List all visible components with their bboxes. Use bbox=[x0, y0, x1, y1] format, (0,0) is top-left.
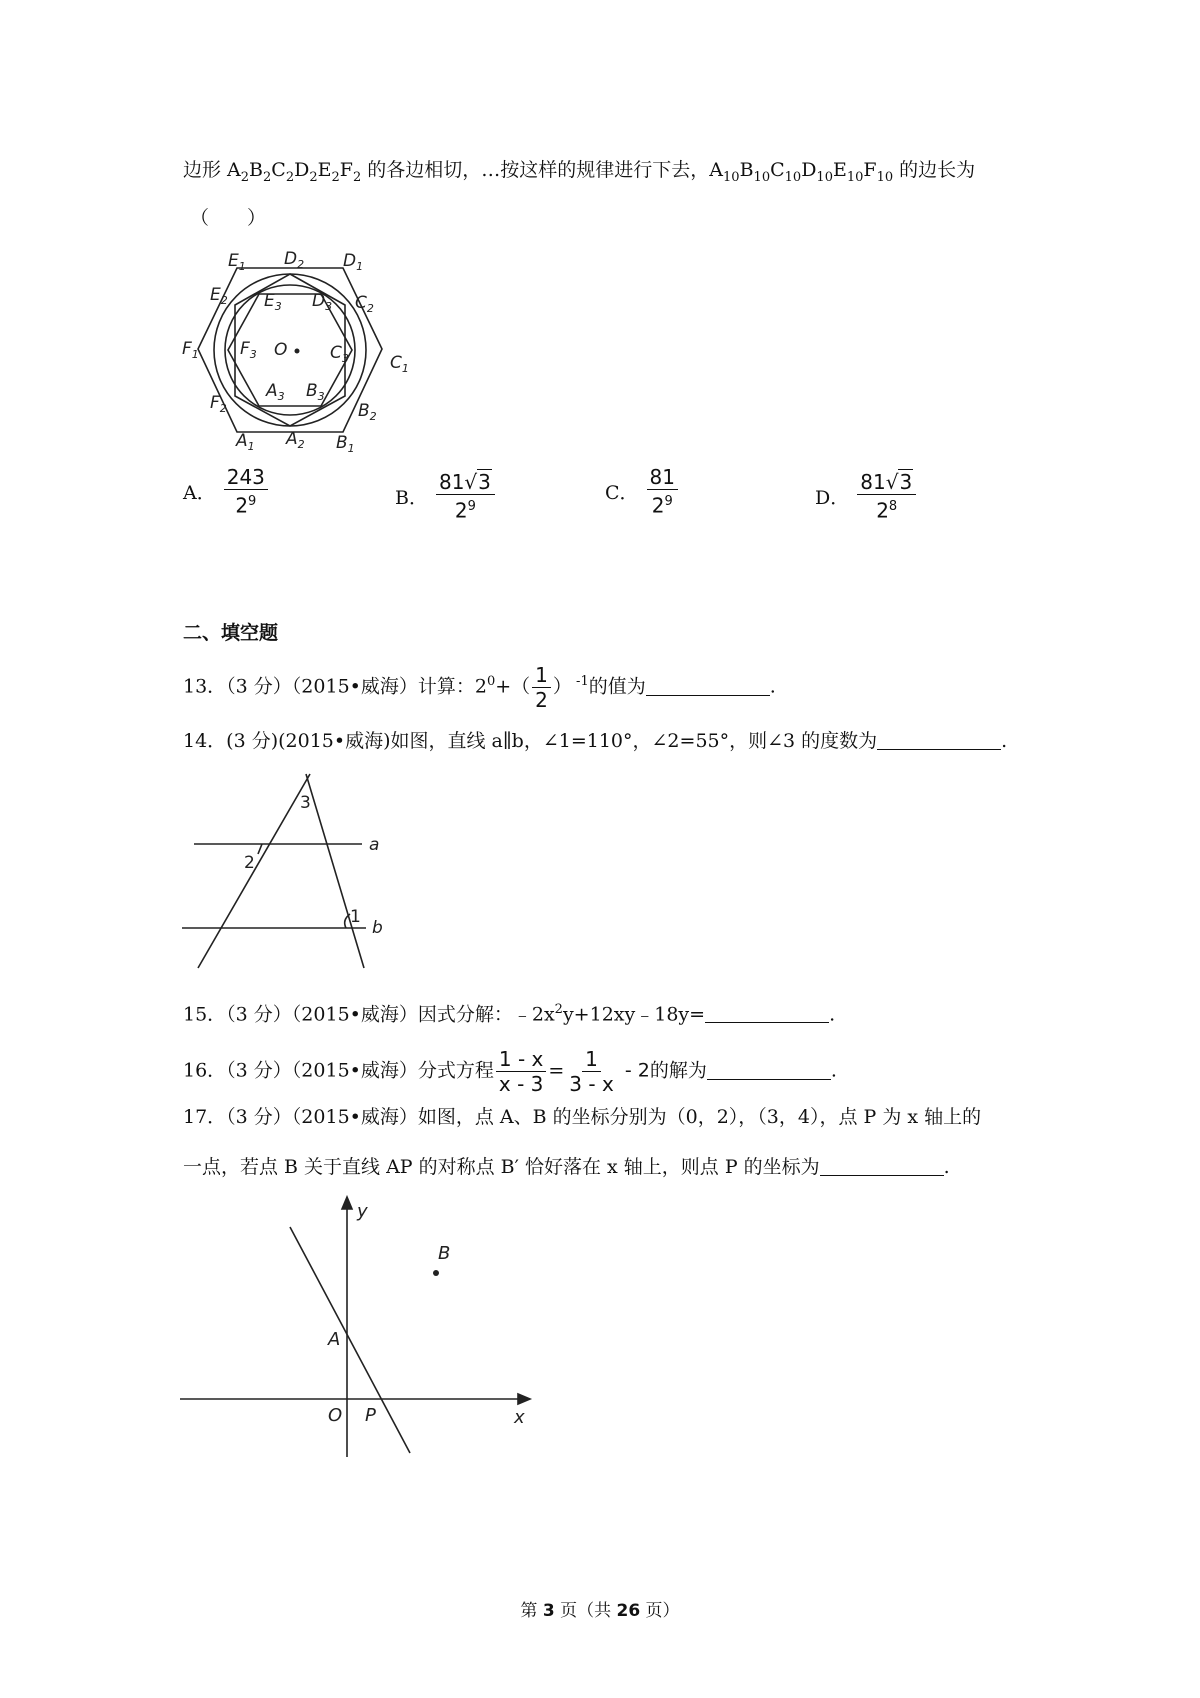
page-total: 26 bbox=[616, 1601, 641, 1621]
label-D3: $D_3$ bbox=[312, 291, 333, 313]
label-C1: $C_1$ bbox=[390, 353, 409, 375]
label-A3: $A_3$ bbox=[266, 381, 285, 403]
q16-fraction-right: $\frac{1}{3 - x}$ bbox=[569, 1047, 614, 1096]
option-d[interactable] bbox=[815, 470, 918, 523]
point-P-label: P bbox=[365, 1405, 376, 1426]
label-F1: $F_1$ bbox=[182, 339, 199, 361]
x-axis-arrow bbox=[518, 1394, 530, 1404]
option-a[interactable] bbox=[183, 465, 270, 518]
circle-1 bbox=[214, 274, 366, 426]
option-b-fraction: $\frac{81√3}{2^9}$ bbox=[436, 470, 495, 523]
label-B1: $B_1$ bbox=[336, 433, 355, 455]
option-c-letter: C． bbox=[605, 481, 639, 504]
center-point-O bbox=[295, 349, 300, 354]
y-axis-label: y bbox=[357, 1201, 368, 1222]
q16: 16．（3 分）（2015•威海）分式方程 $\frac{1 - x}{x - 3}$ = $\frac{1}{3 - x}$ - 2的解为 . bbox=[183, 1047, 837, 1096]
page-number: 3 bbox=[542, 1601, 555, 1621]
q13-answer-blank[interactable] bbox=[646, 675, 770, 696]
q12-text-line1: 边形 $A_2B_2C_2D_2E_2F_2$ 的各边相切，…按这样的规律进行下去，$A_{10}B_{10}C_{10}D_{10}E_{10}F_{10}$ 的边长为 bbox=[183, 159, 976, 185]
angle-3-label: 3 bbox=[300, 793, 311, 813]
line-a-label: a bbox=[369, 835, 380, 855]
transversal-right bbox=[306, 774, 364, 968]
q17-line2: 一点，若点 B 关于直线 AP 的对称点 B′ 恰好落在 x 轴上，则点 P 的坐标为 . bbox=[183, 1156, 950, 1178]
option-d-fraction: $\frac{81√3}{2^8}$ bbox=[857, 470, 916, 523]
x-axis-label: x bbox=[514, 1407, 525, 1428]
label-C2: $C_2$ bbox=[355, 293, 374, 315]
q16-answer-blank[interactable] bbox=[707, 1059, 831, 1080]
label-E2: $E_2$ bbox=[210, 285, 228, 307]
label-O: O bbox=[274, 340, 288, 360]
option-c[interactable] bbox=[605, 465, 680, 518]
page-footer: 第 3 页（共 26 页） bbox=[520, 1601, 680, 1621]
angle-2-label: 2 bbox=[244, 853, 255, 873]
point-A-label: A bbox=[328, 1329, 341, 1350]
q16-fraction-left: $\frac{1 - x}{x - 3}$ bbox=[496, 1047, 547, 1096]
angle-2-arc bbox=[258, 844, 262, 854]
line-AP bbox=[290, 1227, 410, 1453]
label-B3: $B_3$ bbox=[306, 381, 325, 403]
q15: 15．（3 分）（2015•威海）因式分解：$﹣2x^2y+12xy﹣18y=$ . bbox=[183, 1002, 836, 1026]
label-D1: $D_1$ bbox=[343, 251, 364, 273]
option-b[interactable] bbox=[395, 470, 497, 523]
label-A1: $A_1$ bbox=[236, 431, 255, 453]
option-a-fraction: $\frac{243}{2^9}$ bbox=[224, 465, 268, 518]
label-C3: $C_3$ bbox=[330, 343, 349, 365]
y-axis-arrow bbox=[342, 1197, 352, 1209]
label-E1: $E_1$ bbox=[228, 251, 246, 273]
label-F2: $F_2$ bbox=[210, 393, 227, 415]
label-D2: $D_2$ bbox=[284, 249, 305, 271]
q17-answer-blank[interactable] bbox=[820, 1155, 944, 1176]
q17-coordinate-figure bbox=[180, 1195, 540, 1465]
line-b-label: b bbox=[372, 918, 383, 938]
q12-answer-paren: （ ） bbox=[190, 207, 267, 229]
label-E3: $E_3$ bbox=[264, 291, 282, 313]
q13-fraction: $\frac{1}{2}$ bbox=[532, 663, 551, 712]
q13: 13．（3 分）（2015•威海）计算：$2^0+$（ $\frac{1}{2}$ ） $^{-1}$的值为 . bbox=[183, 663, 776, 712]
label-F3: $F_3$ bbox=[240, 339, 257, 361]
q14-answer-blank[interactable] bbox=[877, 729, 1001, 750]
option-a-letter: A． bbox=[183, 481, 216, 504]
angle-1-label: 1 bbox=[350, 907, 361, 927]
label-A2: $A_2$ bbox=[286, 429, 305, 451]
option-d-letter: D． bbox=[815, 486, 850, 509]
q12-hexagon-figure bbox=[180, 246, 420, 456]
option-b-letter: B． bbox=[395, 486, 428, 509]
q14: 14．(3 分)(2015•威海)如图，直线 a∥b，∠1=110°，∠2=55°，则∠3 的度数为 . bbox=[183, 730, 1008, 752]
origin-label: O bbox=[328, 1405, 343, 1426]
label-B2: $B_2$ bbox=[358, 401, 377, 423]
option-c-fraction: $\frac{81}{2^9}$ bbox=[647, 465, 678, 518]
q15-answer-blank[interactable] bbox=[705, 1002, 829, 1023]
q17-line1: 17．（3 分）（2015•威海）如图，点 A、B 的坐标分别为（0，2），（3，4），点 P 为 x 轴上的 bbox=[183, 1106, 982, 1128]
q14-parallel-lines-figure bbox=[178, 772, 408, 972]
section-heading: 二、填空题 bbox=[183, 622, 279, 644]
point-B bbox=[433, 1270, 439, 1276]
point-B-label: B bbox=[438, 1243, 451, 1264]
